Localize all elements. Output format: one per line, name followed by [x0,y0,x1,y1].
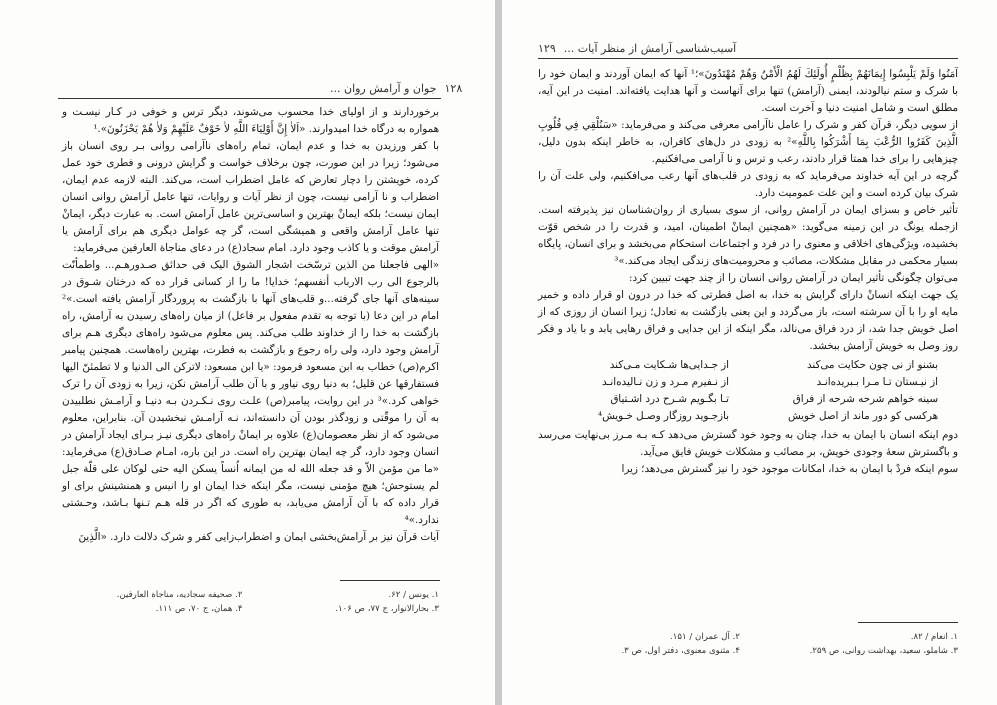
left-page [0,0,495,705]
hemistich: بازجـوید روزگار وصـل خـویش⁴ [597,410,729,422]
book-gutter [495,0,502,705]
footnote: ۲. صحیفه سجادیه، مناجاة العارفین. [116,590,243,600]
paragraph: می‌توان چگونگی تأثیر ایمان در آرامش روانی انسان را از چند جهت تبیین کرد: [629,272,958,284]
paragraph: آیات قرآن نیز بر آرامش‌بخشی ایمان و اضطراب‌زایی کفر و شرک دلالت دارد. «الَّذِينَ [78,531,439,543]
poem-verse [538,391,958,408]
right-page [502,0,997,705]
page-number: ۱۲۹ [538,42,556,55]
poem-verse [538,408,958,425]
footnote: ۳. بحارالانوار، ج ۷۷، ص ۱۰۶. [335,604,439,614]
footnote: ۲. آل عمران / ۱۵۱. [670,632,740,642]
page-number: ۱۲۸ [444,82,463,95]
paragraph: تأثیر خاص و بسزای ایمان در آرامش روانی، از سوی بسیاری از روان‌شناسان نیز پذیرفته است. ازجمله یونگ در این زمینه می‌گوید: «همچنین ایمانْ اطمینان، امید، و قدرت را در شخص قوّت بخشیده، ویژگی‌های اخلاقی و معنوی را در فرد و اجتماعات استحکام می‌بخشد و برای انسان، پایگاه بسیار محکمی در مقابل مشکلات، مصائب و محرومیت‌های زندگی ایجاد می‌کند.»³ [538,204,958,267]
hemistich: سینه خواهم شرحه شرحه از فراق [792,393,938,405]
running-head: جوان و آرامش روان ... [330,82,437,95]
paragraph: با کفر ورزیدن به خدا و عدم ایمان، تمام راه‌های ناآرامی روانی بـر روی انسان باز می‌شود؛ زیرا در این صورت، چون برخلاف خواست و گرایش درونی و فطری خود عمل کرده، خویشتن را دچار تعارض که عامل اضطراب است، می‌کند. البته لازمه عدم ایمان، اضطراب و نا آرامی نیست، چون از نظر آیات و روایات، تنها عامل آرامش روانی انسان ایمان نیست؛ بلکه ایمانْ بهترین و اساسی‌ترین عامل آرامش است. به عبارت دیگر، ایمانْ تنها عامل آرامش واقعی و همیشگی است، گر چه عوامل دیگری هم برای آرامش یا آرامش موقت و یا کاذب وجود دارد. امام سجاد(ع) در دعای مناجاة العارفین می‌فرماید: [62,140,439,254]
poem-verse [538,374,958,391]
hemistich: تـا بگـویم شـرح درد اشـتیاق [610,393,729,405]
hemistich: از نـفیرم مـرد و زن نـالیده‌انـد [602,376,729,388]
footnote: ۴. همان، ج ۷۰، ص ۱۱۱. [155,604,243,614]
paragraph: سوم اینکه فردْ با ایمان به خدا، امکانات موجود خود را نیز گسترش می‌دهد؛ زیرا [621,463,958,475]
header-rule [538,58,958,59]
header-rule [58,98,441,99]
paragraph: از سویی دیگر، قرآن کفر و شرک را عامل ناآرامی معرفی می‌کند و می‌فرماید: «سَنُلْقِي فِي قُلُوبِ الَّذِينَ كَفَرُوا الرُّعْبَ بِمَا أَشْرَكُوا بِاللَّهِ»² به زودی در دل‌های کافران، به خاطر اینکه بدون دلیل، چیزهایی را برای خدا همتا قرار دادند، رعب و ترس و نا آرامی می‌افکنیم. [538,119,958,165]
footnote: ۳. شاملو، سعید، بهداشت روانی، ص ۲۵۹. [809,646,958,656]
right-page-header [538,42,736,55]
footnote: ۴. مثنوی معنوی، دفتر اول، ص ۳. [621,646,740,656]
paragraph: دوم اینکه انسان با ایمان به خدا، چنان به وجود خود گسترش می‌دهد کـه بـه مـرز بی‌نهایت می‌رسد و باگسترش سعهٔ وجودی خویش، بر مصائب و مشکلات خویش فایق می‌آید. [538,429,958,458]
right-page-body [538,66,958,478]
hemistich: از جـدایی‌ها شـکایت مـی‌کند [609,359,729,371]
paragraph: یک جهت اینکه انسانْ دارای گرایش به خدا، به اصل فطرتی که خدا در درون او قرار داده و خمیر مایه او را با آن سرشته است، باز می‌گردد و این یعنی بازگشت به تعادل؛ زیرا انسان از روزی که از اصل خویش جدا شد، از درد فراق می‌نالد، مگر اینکه از این جدایی و فراق رهایی یابد و با یاد و فکر روز وصل به خویش آرامش ببخشد. [538,289,958,352]
paragraph: آمَنُوا وَلَمْ يَلْبِسُوا إِيمَانَهُمْ بِظُلْمٍ أُولَئِكَ لَهُمُ الْأَمْنُ وَهُمْ مُهْتَدُونَ»؛¹ آنها که ایمان آوردند و ایمان خود را با شرک و ستم نیالودند، ایمنی (آرامش) تنها برای آنهاست و آنها هدایت یافته‌اند. امنیت در این آیه، مطلق است و شامل امنیت دنیا و آخرت است. [538,68,958,114]
poem-verse [538,357,958,374]
hemistich: هرکسی کو دور ماند از اصل خویش [787,410,938,422]
running-head: آسیب‌شناسی آرامش از منظر آیات ... [563,42,737,55]
footnote: ۱. یونس / ۶۲. [388,590,439,600]
paragraph: گرچه در این آیه خداوند می‌فرماید که به زودی در قلب‌های آنها رعب می‌افکنیم، ولی علت آن را شرک بیان کرده است و این علت عمومیت دارد. [538,170,958,199]
footnote-rule [340,580,440,581]
hemistich: از نیـستان تـا مـرا بـبریده‌انـد [816,376,938,388]
poem [538,357,958,425]
left-page-header [330,82,462,95]
paragraph: برخوردارند و از اولیای خدا محسوب می‌شوند، دیگر ترس و خوفی در کـار نیسـت و همواره به درگاه خدا امیدوارند. «اَلاٰ إِنَّ أَوْلِيَاءَ اللَّهِ لاٰ خَوْفٌ عَلَيْهِمْ وَلاٰ هُمْ يَحْزَنُونَ».¹ [62,106,439,135]
footnote: ۱. انعام / ۸۲. [910,632,958,642]
footnote-rule [858,622,958,623]
paragraph: «الهی فاجعلنا من الذین ترسّخت اشجار الشوق الیک فی حدائق صـدورهـم... واطمأنّت بالرجوع الی رب الارباب أنفسهم؛ خدایا! ما را از کسانی قرار ده که درختان شـوق در سینه‌های آنها جای گرفته...و قلب‌های آنها با بازگشت به پروردگار آرامش یافته است.»² امام در این دعا (با توجه به تقدم مفعول بر فاعل) از میان راه‌های رسیدن به آرامش، راه بازگشت به خدا را از خداوند طلب می‌کند. پس معلوم می‌شود راه‌های دیگری هـم برای آرامش وجود دارد، ولی راه رجوع و بازگشت به فطرت، بهترین راه‌هاست. همچنین پیامبر اکرم(ص) خطاب به ابن مسعود فرمود: «یا ابن مسعود: لاترکن الی الدنیا و لا تطمئنّ الیها فستفارقها عن قلیل؛ به دنیا روی نیاور و با آن طلب آرامش نکن، زیرا به زودی آن را ترک خواهی کرد.»³ در این روایت، پیامبر(ص) علـت روی نـکـردن بـه دنیـا و آرامـش نطلبیدن به آن را موقّتی و زودگذر بودن آن دانسته‌اند، نـه آرامـش نبخشیدن آن. بنابراین، معلوم می‌شود که از نظر معصومان(ع) علاوه بر ایمانْ راه‌های دیگری نیـز بـرای ایجاد آرامش در انسان وجود دارد، گر چه ایمان بهترین راه است. در این باره، امـام صـادق(ع) می‌فرماید: «ما من مؤمن الاّ و قد جعله الله له من ایمانه اُنساً یسکن الیه حتی لوکان علی قلّة جبل لم یستوحش؛ هیچ مؤمنی نیست، مگر اینکه خدا ایمان او را انیس و همنشینش برای او قرار داده که با آن آرامش می‌یابد، به طوری که اگر در قله هـم تـنها بـاشد، وحـشتی ندارد.»⁴ [62,259,439,526]
right-page-footnotes [538,630,958,658]
left-page-footnotes [62,588,439,616]
hemistich: بشنو از نی چون حکایت می‌کند [806,359,938,371]
left-page-body [62,104,439,546]
